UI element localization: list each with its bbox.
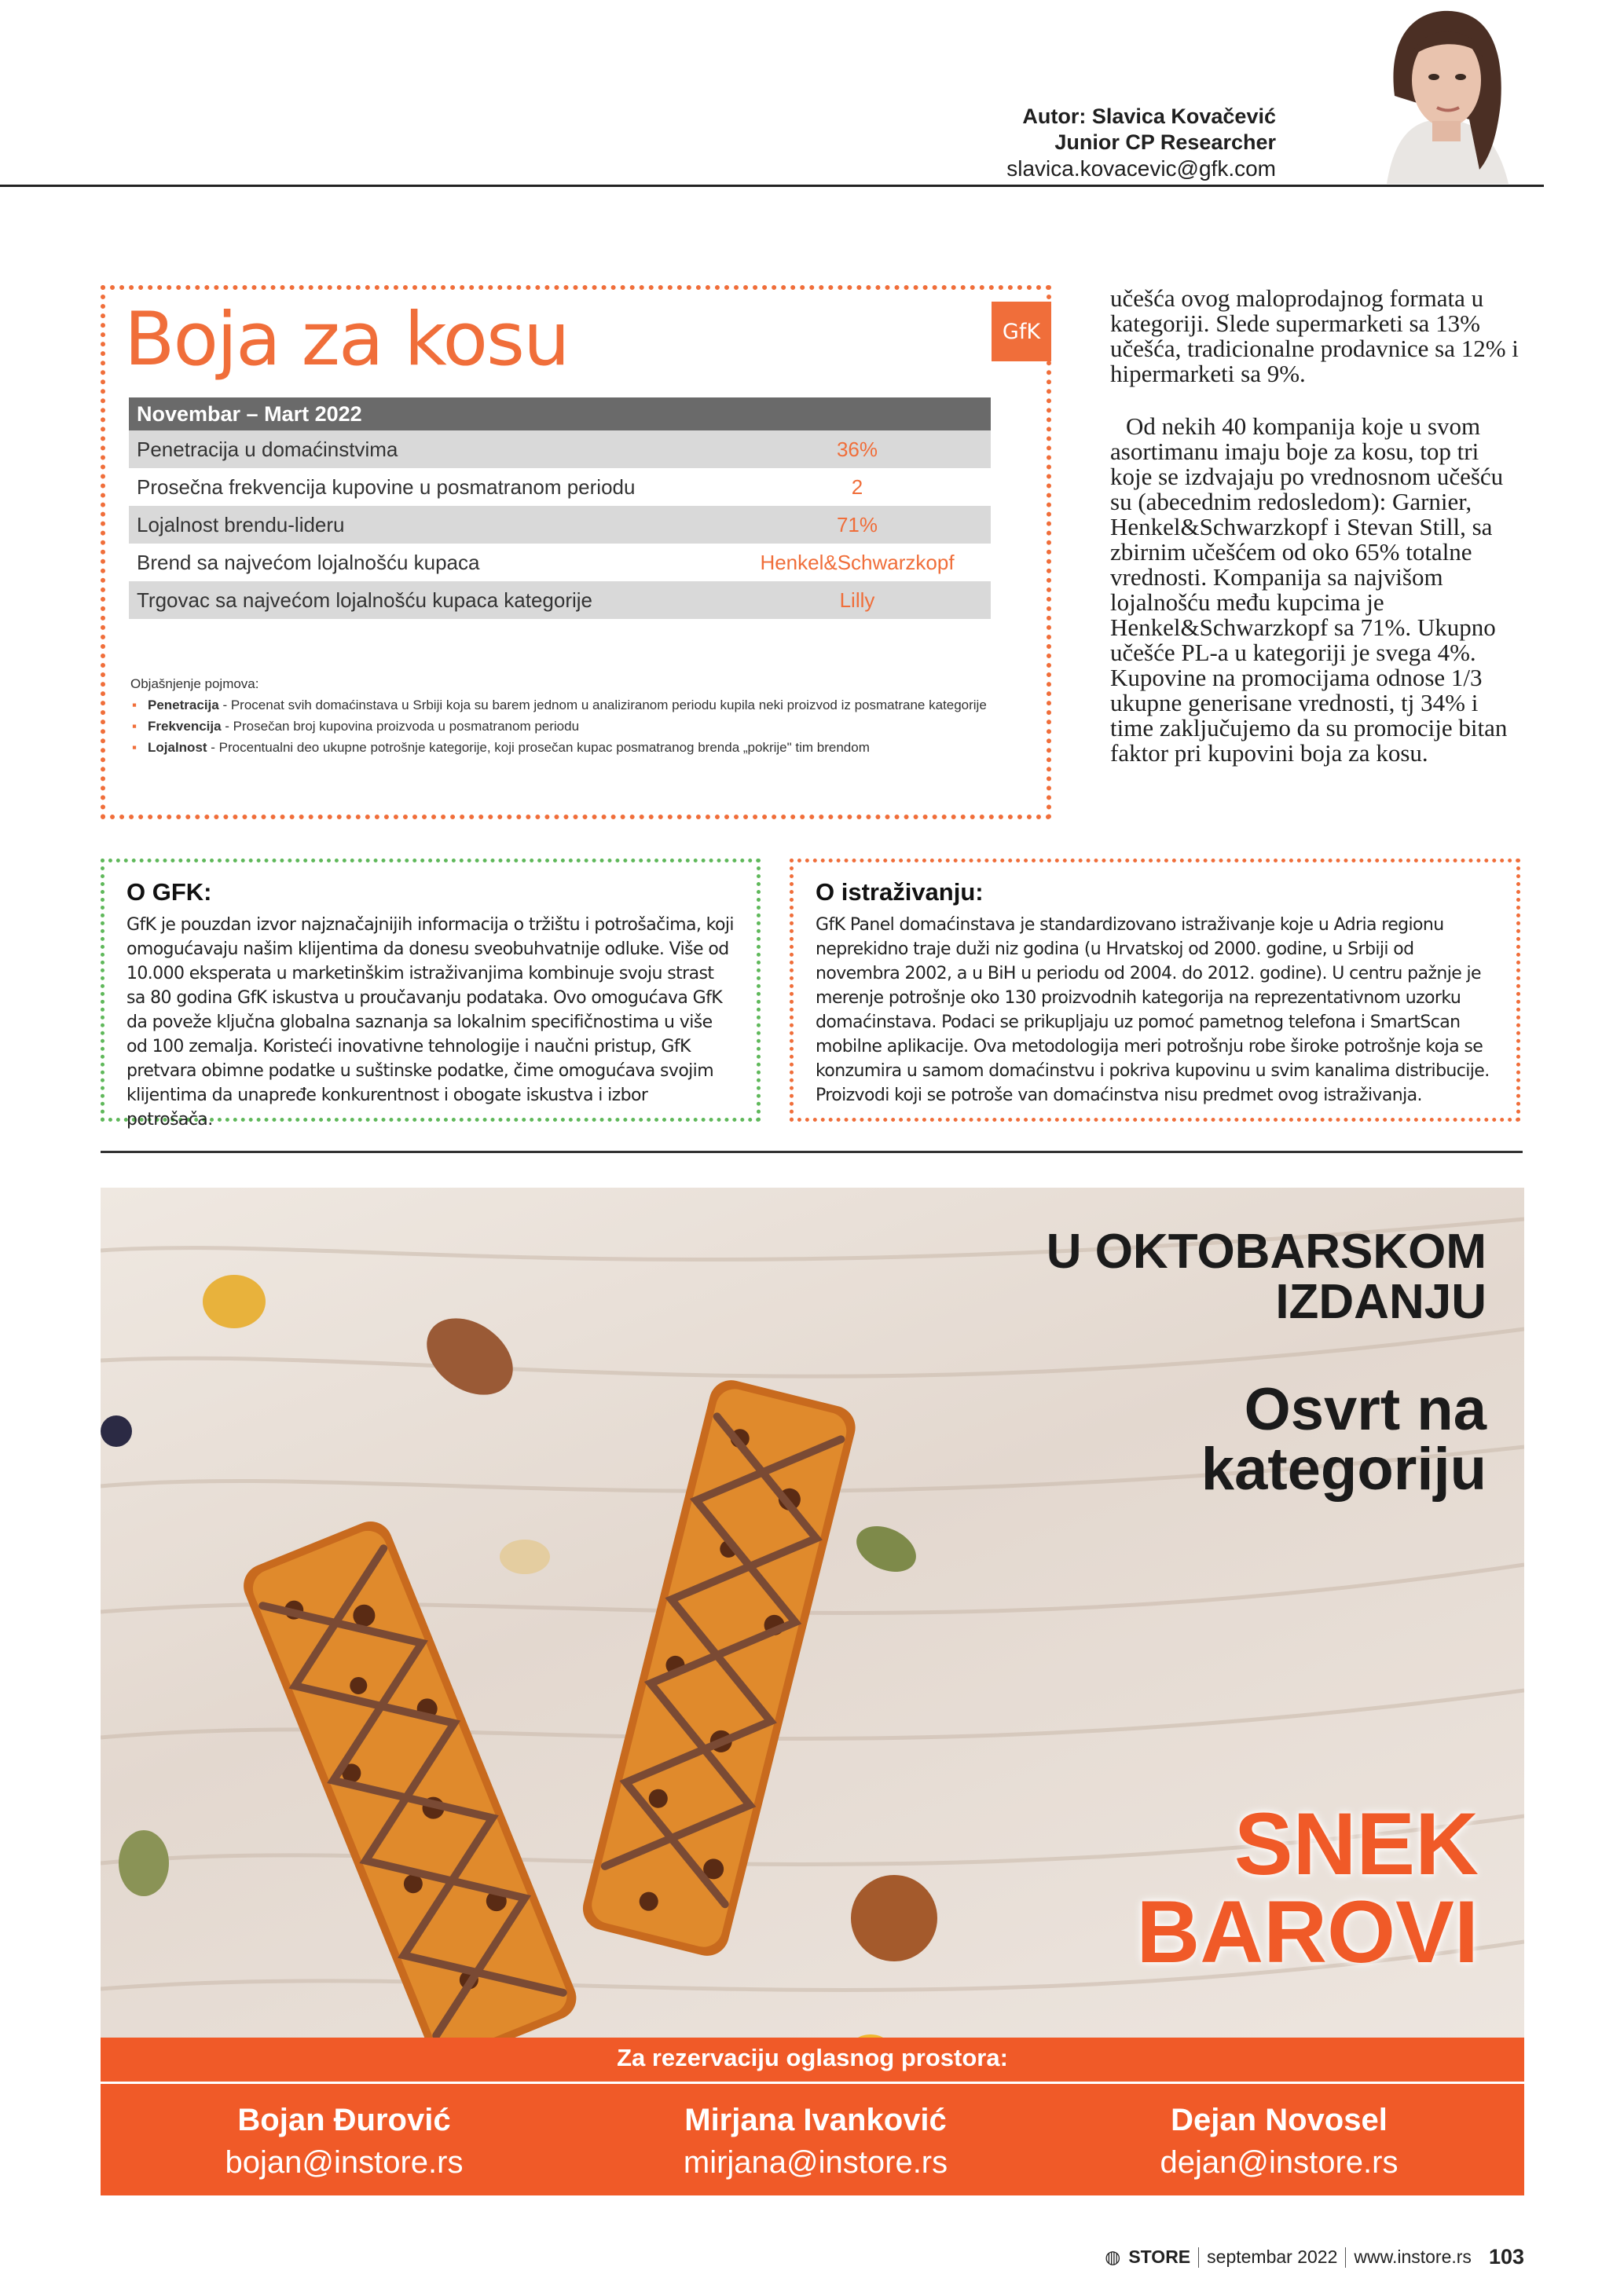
table-row — [129, 430, 991, 468]
table-row — [129, 581, 991, 619]
row-label: Lojalnost brendu-lideru — [129, 506, 724, 544]
infographic-table — [129, 397, 991, 619]
store-logo-icon: ◍ — [1105, 2247, 1121, 2267]
promo-kicker-line: IZDANJU — [1275, 1275, 1487, 1329]
gfk-logo: GfK — [992, 302, 1051, 361]
raisin — [203, 1275, 266, 1328]
legend-text: - Procenat svih domaćinstava u Srbiji koja su barem jednom u analiziranom periodu kupila neki proizvod iz posmatrane kategorije — [218, 698, 987, 712]
about-research-text: GfK Panel domaćinstava je standardizovano istraživanje koje u Adria regionu neprekidno traje duži niz godina (u Hrvatskoj od 2000. godine, u Srbiji od novembra 2002, a u BiH u periodu od 2004. do 2012. godine). U centru pažnje je merenje potrošnje oko 130 proizvodnih kategorija na reprezentativnom uzorku domaćinstava. Podaci se prikupljaju uz pomoć pametnog telefona i SmartScan mobilne aplikacije. Ova metodologija meri potrošnju robe široke potrošnje koja se konzumira u samom domaćinstvu i pokriva kupovinu u svim kanalima distribucije. Proizvodi koji se potroše van domaćinstva nisu predmet ovog istraživanja. — [816, 915, 1490, 1105]
footer-brand: STORE — [1128, 2247, 1191, 2267]
footer-issue: septembar 2022 — [1207, 2247, 1338, 2267]
legend-text: - Procentualni deo ukupne potrošnje kategorije, koji prosečan kupac posmatranog brenda „pokrije" tim brendom — [207, 740, 870, 755]
legend-text: - Prosečan broj kupovina proizvoda u posmatranom periodu — [221, 719, 580, 734]
contact-person — [1059, 2099, 1499, 2184]
row-label: Brend sa najvećom lojalnošću kupaca — [129, 544, 724, 581]
article-paragraph: učešća ovog maloprodajnog formata u kategoriji. Slede supermarketi sa 13% učešća, tradicionalne prodavnice sa 12% i hipermarketi sa 9%. — [1110, 284, 1519, 387]
contact-band — [101, 2038, 1524, 2195]
row-value: 36% — [724, 430, 991, 468]
author-block — [647, 104, 1276, 181]
legend-title: Objašnjenje pojmova: — [130, 676, 259, 691]
footer-divider — [1198, 2247, 1199, 2268]
contact-name: Mirjana Ivanković — [684, 2103, 947, 2137]
contact-name: Dejan Novosel — [1171, 2103, 1388, 2137]
contact-email[interactable]: bojan@instore.rs — [225, 2145, 464, 2180]
contact-person — [124, 2099, 564, 2184]
promo-kicker-line: U OKTOBARSKOM — [1046, 1225, 1487, 1279]
table-row — [129, 506, 991, 544]
legend-term: Penetracija — [148, 698, 219, 712]
legend-item — [148, 694, 1003, 716]
author-email[interactable]: slavica.kovacevic@gfk.com — [1006, 156, 1276, 181]
snack-bar-left — [237, 1515, 583, 2069]
footer-site[interactable]: www.instore.rs — [1354, 2247, 1472, 2267]
promo-kicker — [1047, 1227, 1487, 1327]
section-rule — [101, 1151, 1523, 1153]
legend-term: Lojalnost — [148, 740, 207, 755]
row-label: Trgovac sa najvećom lojalnošću kupaca kategorije — [129, 581, 724, 619]
seed — [849, 1518, 923, 1581]
contact-name: Bojan Đurović — [237, 2103, 451, 2137]
author-photo — [1340, 2, 1544, 184]
page-number: 103 — [1488, 2245, 1524, 2269]
author-name: Autor: Slavica Kovačević — [1022, 104, 1276, 128]
table-header-row — [129, 397, 991, 430]
promo-subject-line: BAROVI — [1136, 1883, 1479, 1981]
row-label: Prosečna frekvencija kupovine u posmatranom periodu — [129, 468, 724, 506]
legend — [130, 673, 1003, 758]
almond — [412, 1302, 527, 1411]
row-value: 2 — [724, 468, 991, 506]
about-gfk-text: GfK je pouzdan izvor najznačajnijih informacija o tržištu i potrošačima, koji omogućavaju našim klijentima da donesu sveobuhvatnije odluke. Više od 10.000 eksperata u marketinškim istraživanjima kombinuje svoju strast sa 80 godina GfK iskustva u proučavanju podataka. Ovo omogućava GfK da poveže ključna globalna saznanja sa lokalnim specifičnostima u više od 100 zemalja. Koristeći inovativne tehnologije i naučni pristup, GfK pretvara obimne podatke u suštinske podatke, čime omogućava svojim klijentima da unapređe konkurentnost i obogate iskustva i izbor potrošača. — [126, 915, 734, 1130]
seed — [119, 1830, 169, 1896]
promo-headline-line: kategoriju — [1201, 1436, 1487, 1503]
snack-bar-right — [578, 1375, 860, 1961]
table-row — [129, 544, 991, 581]
contact-rule — [101, 2082, 1524, 2084]
infographic-title: Boja za kosu — [124, 297, 569, 383]
legend-item — [148, 737, 1003, 758]
blueberry — [101, 1415, 132, 1447]
row-value: Henkel&Schwarzkopf — [724, 544, 991, 581]
article-paragraph: Od nekih 40 kompanija koje u svom asortimanu imaju boje za kosu, top tri koje se izdvajaju po vrednosnom učešću su (abecednim redosledom): Garnier, Henkel&Schwarzkopf i Stevan Still, sa zbirnim učešćem od oko 65% totalne vrednosti. Kompanija sa najvišom lojalnošću među kupcima je Henkel&Schwarzkopf sa 71%. Ukupno učešće PL-a u kategoriji je svega 4%. Kupovine na promocijama odnose 1/3 ukupne generisane vrednosti, tj 34% i time zaključujemo da su promocije bitan faktor pri kupovini boja za kosu. — [1110, 412, 1508, 767]
contact-person — [596, 2099, 1036, 2184]
legend-item — [148, 716, 1003, 737]
author-role: Junior CP Researcher — [1054, 130, 1276, 154]
about-research-box — [790, 859, 1520, 1122]
about-research-title: O istraživanju: — [816, 878, 984, 906]
hazelnut — [851, 1875, 937, 1961]
legend-term: Frekvencija — [148, 719, 222, 734]
row-label: Penetracija u domaćinstvima — [129, 430, 724, 468]
promo-subject-line: SNEK — [1234, 1795, 1479, 1893]
row-value: 71% — [724, 506, 991, 544]
promo-subject — [1136, 1795, 1479, 1981]
page-footer — [1105, 2245, 1524, 2269]
promo-headline-line: Osvrt na — [1244, 1376, 1487, 1443]
about-gfk-box — [101, 859, 761, 1130]
contact-email[interactable]: dejan@instore.rs — [1160, 2145, 1399, 2180]
row-value: Lilly — [724, 581, 991, 619]
article-column — [1110, 286, 1524, 766]
contact-heading: Za rezervaciju oglasnog prostora: — [617, 2044, 1008, 2071]
header-rule — [0, 185, 1544, 187]
contact-email[interactable]: mirjana@instore.rs — [683, 2145, 948, 2180]
table-row — [129, 468, 991, 506]
oat-flake — [500, 1540, 550, 1574]
about-gfk-title: O GFK: — [126, 878, 212, 906]
promo-headline — [1201, 1376, 1487, 1503]
footer-divider — [1345, 2247, 1346, 2268]
table-period: Novembar – Mart 2022 — [129, 397, 991, 430]
